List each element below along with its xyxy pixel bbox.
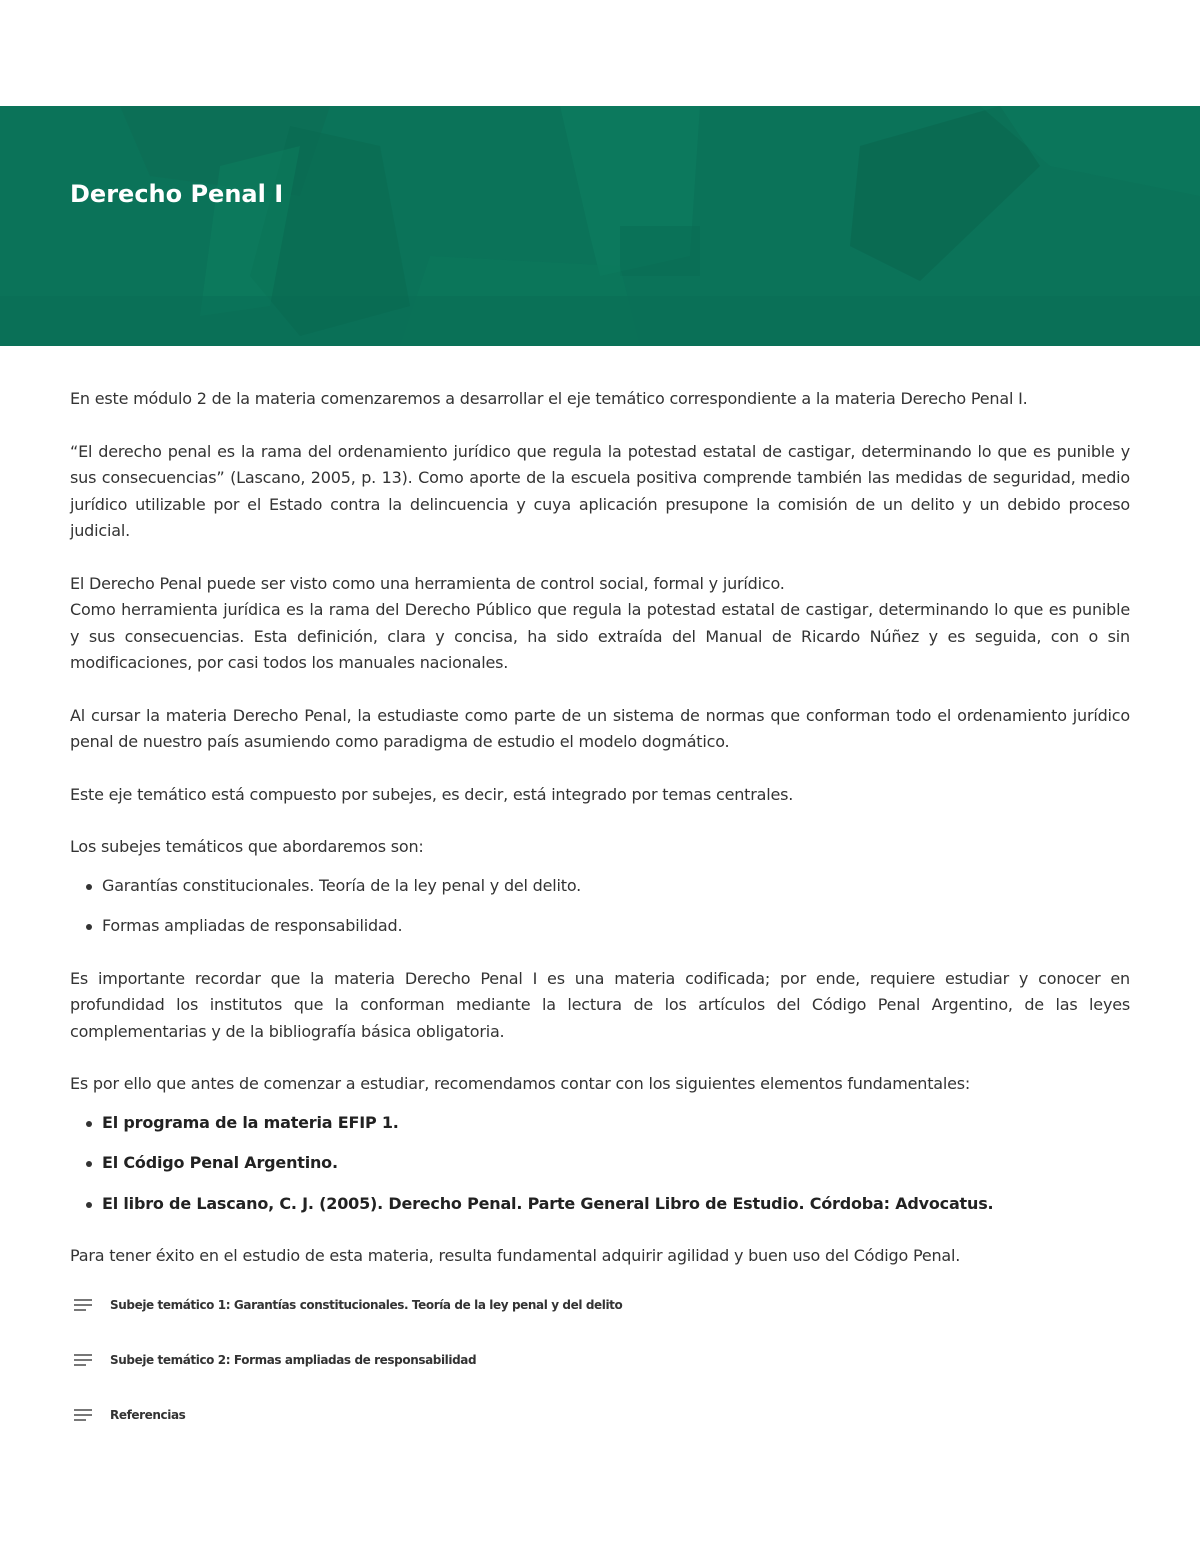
lines-icon (74, 1408, 94, 1422)
link-label: Subeje temático 1: Garantías constitucionales. Teoría de la ley penal y del delito (110, 1298, 623, 1312)
link-label: Subeje temático 2: Formas ampliadas de responsabilidad (110, 1353, 477, 1367)
list-item: El libro de Lascano, C. J. (2005). Derecho Penal. Parte General Libro de Estudio. Córdoba: Advocatus. (70, 1191, 1130, 1218)
subejes-list (70, 873, 1130, 940)
course-paragraph: Al cursar la materia Derecho Penal, la estudiaste como parte de un sistema de normas que conforman todo el ordenamiento jurídico penal de nuestro país asumiendo como paradigma de estudio el modelo dogmático. (70, 705, 1130, 751)
legal-tool-paragraph: Como herramienta jurídica es la rama del Derecho Público que regula la potestad estatal de castigar, determinando lo que es punible y sus consecuencias. Esta definición, clara y concisa, ha sido extraída del Manual de Ricardo Núñez y es seguida, con o sin modificaciones, por casi todos los manuales nacionales. (70, 600, 1130, 672)
lines-icon (74, 1353, 94, 1367)
main-content (70, 386, 1130, 1296)
subejes-intro-paragraph: Este eje temático está compuesto por subejes, es decir, está integrado por temas centrales. (70, 784, 794, 804)
link-label: Referencias (110, 1408, 186, 1422)
list-item: El Código Penal Argentino. (70, 1150, 1130, 1177)
list-item: Formas ampliadas de responsabilidad. (70, 913, 1130, 940)
list-item: El programa de la materia EFIP 1. (70, 1110, 1130, 1137)
banner-background-graphic (0, 106, 1200, 346)
definition-paragraph: “El derecho penal es la rama del ordenamiento jurídico que regula la potestad estatal de castigar, determinando lo que es punible y sus consecuencias” (Lascano, 2005, p. 13). Como aporte de la escuela positiva comprende también las medidas de seguridad, medio jurídico utilizable por el Estado contra la delincuencia y cuya aplicación presupone la comisión de un delito y un debido proceso judicial. (70, 441, 1130, 540)
success-paragraph: Para tener éxito en el estudio de esta materia, resulta fundamental adquirir agilidad y buen uso del Código Penal. (70, 1246, 961, 1265)
intro-paragraph: En este módulo 2 de la materia comenzaremos a desarrollar el eje temático correspondiente a la materia Derecho Penal I. (70, 389, 1028, 408)
header-banner (0, 106, 1200, 346)
link-subeje-1[interactable] (74, 1290, 974, 1320)
list-item: Garantías constitucionales. Teoría de la ley penal y del delito. (70, 873, 1130, 900)
elements-list (70, 1110, 1130, 1218)
link-subeje-2[interactable] (74, 1345, 974, 1375)
subeje-links (74, 1290, 974, 1455)
lines-icon (74, 1298, 94, 1312)
link-referencias[interactable] (74, 1400, 974, 1430)
page-title: Derecho Penal I (70, 180, 284, 208)
elements-intro-paragraph: Es por ello que antes de comenzar a estudiar, recomendamos contar con los siguientes elementos fundamentales: (70, 1074, 971, 1093)
subejes-heading-paragraph: Los subejes temáticos que abordaremos son: (70, 837, 424, 856)
control-paragraph: El Derecho Penal puede ser visto como una herramienta de control social, formal y jurídico. (70, 573, 785, 593)
codified-paragraph: Es importante recordar que la materia Derecho Penal I es una materia codificada; por ende, requiere estudiar y conocer en profundidad los institutos que la conforman mediante la lectura de los artículos del Código Penal Argentino, de las leyes complementarias y de la bibliografía básica obligatoria. (70, 968, 1130, 1041)
